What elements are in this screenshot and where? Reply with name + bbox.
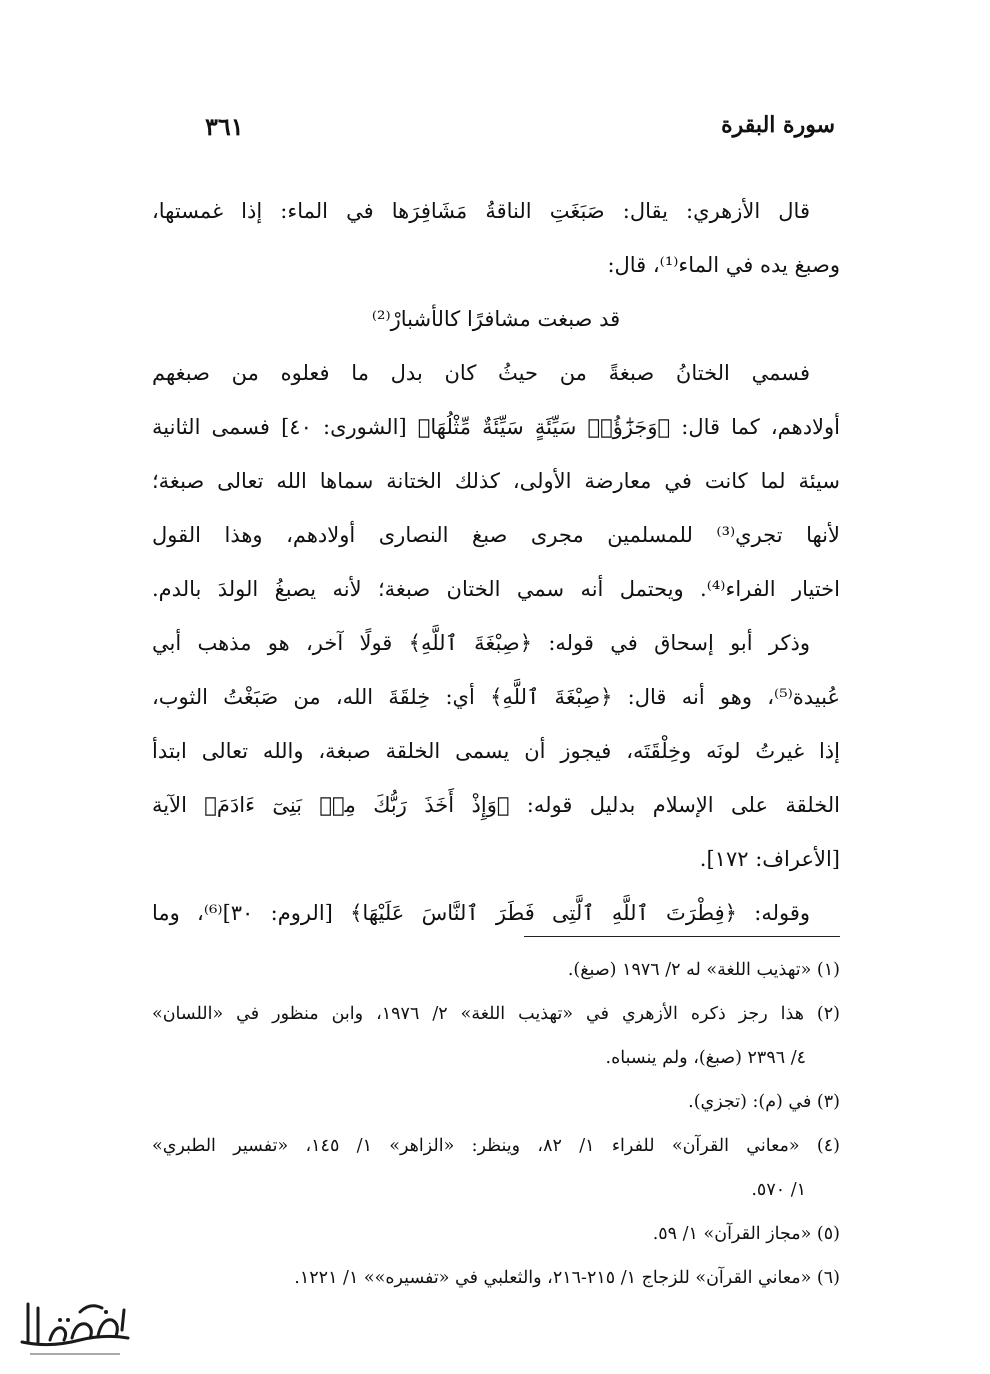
text-line: [الأعراف: ١٧٢]. <box>699 847 840 871</box>
almustafa-calligraphy-logo-icon <box>10 1282 140 1362</box>
footnote: (١) «تهذيب اللغة» له ٢/ ١٩٧٦ (صبغ). <box>567 960 840 980</box>
footnote: (٢) هذا رجز ذكره الأزهري في «تهذيب اللغة» ٢/ ١٩٧٦، وابن منظور في «اللسان» <box>152 1004 840 1024</box>
text-line: لأنها تجري⁽³⁾ للمسلمين مجرى صبغ النصارى أولادهم، وهذا القول <box>152 523 840 547</box>
text-line: فسمي الختانُ صبغةً من حيثُ كان بدل ما فعلوه من صبغهم <box>152 361 810 385</box>
footnote: (٣) في (م): (تجزي). <box>688 1092 840 1112</box>
text-line: قال الأزهري: يقال: صَبَغَتِ الناقةُ مَشَافِرَها في الماء: إذا غمستها، <box>152 199 810 223</box>
footnote: (٤) «معاني القرآن» للفراء ١/ ٨٢، وينظر: «الزاهر» ١/ ١٤٥، «تفسير الطبري» <box>152 1136 840 1156</box>
page-number: ٣٦١ <box>205 112 244 141</box>
text-line: سيئة لما كانت في معارضة الأولى، كذلك الختانة سماها الله تعالى صبغة؛ <box>152 469 840 493</box>
text-line: الخلقة على الإسلام بدليل قوله: ﴿وَإِذْ أَخَذَ رَبُّكَ مِنۢ بَنِىٓ ءَادَمَ﴾ الآية <box>152 793 840 817</box>
footnotes <box>152 948 840 1300</box>
text-line: عُبيدة⁽⁵⁾، وهو أنه قال: ﴿صِبْغَةَ ٱللَّهِ﴾ أي: خِلقَةَ الله، من صَبَغْتُ الثوب، <box>152 685 840 709</box>
sura-title: سورة البقرة <box>721 112 835 138</box>
text-line: إذا غيرتُ لونَه وخِلْقَتَه، فيجوز أن يسمى الخلقة صبغة، والله تعالى ابتدأ <box>152 739 840 763</box>
text-line: اختيار الفراء⁽⁴⁾. ويحتمل أنه سمي الختان صبغة؛ لأنه يصبغُ الولدَ بالدم. <box>152 577 840 601</box>
footnote-continuation: ٤/ ٢٣٩٦ (صبغ)، ولم ينسباه. <box>605 1048 806 1068</box>
poem-verse: قد صبغت مشافرًا كالأشبارْ⁽²⁾ <box>371 307 621 331</box>
text-line: وصبغ يده في الماء⁽¹⁾، قال: <box>607 253 840 277</box>
footnote: (٥) «مجاز القرآن» ١/ ٥٩. <box>652 1224 840 1244</box>
footnote: (٦) «معاني القرآن» للزجاج ١/ ٢١٥-٢١٦، والثعلبي في «تفسيره»» ١/ ١٢٢١. <box>294 1268 840 1288</box>
main-text <box>152 184 840 940</box>
footnote-separator <box>524 936 840 937</box>
page-header <box>205 112 835 152</box>
text-line: وذكر أبو إسحاق في قوله: ﴿صِبْغَةَ ٱللَّهِ﴾ قولًا آخر، هو مذهب أبي <box>152 631 810 655</box>
text-line: وقوله: ﴿فِطْرَتَ ٱللَّهِ ٱلَّتِى فَطَرَ ٱلنَّاسَ عَلَيْهَا﴾ [الروم: ٣٠]⁽⁶⁾، وما <box>152 901 810 925</box>
footnote-continuation: ١/ ٥٧٠. <box>751 1180 806 1200</box>
text-line: أولادهم، كما قال: ﴿وَجَزَٰٓؤُا۟ سَيِّئَةٍ سَيِّئَةٌ مِّثْلُهَا﴾ [الشورى: ٤٠] فسمى الثانية <box>152 415 840 439</box>
